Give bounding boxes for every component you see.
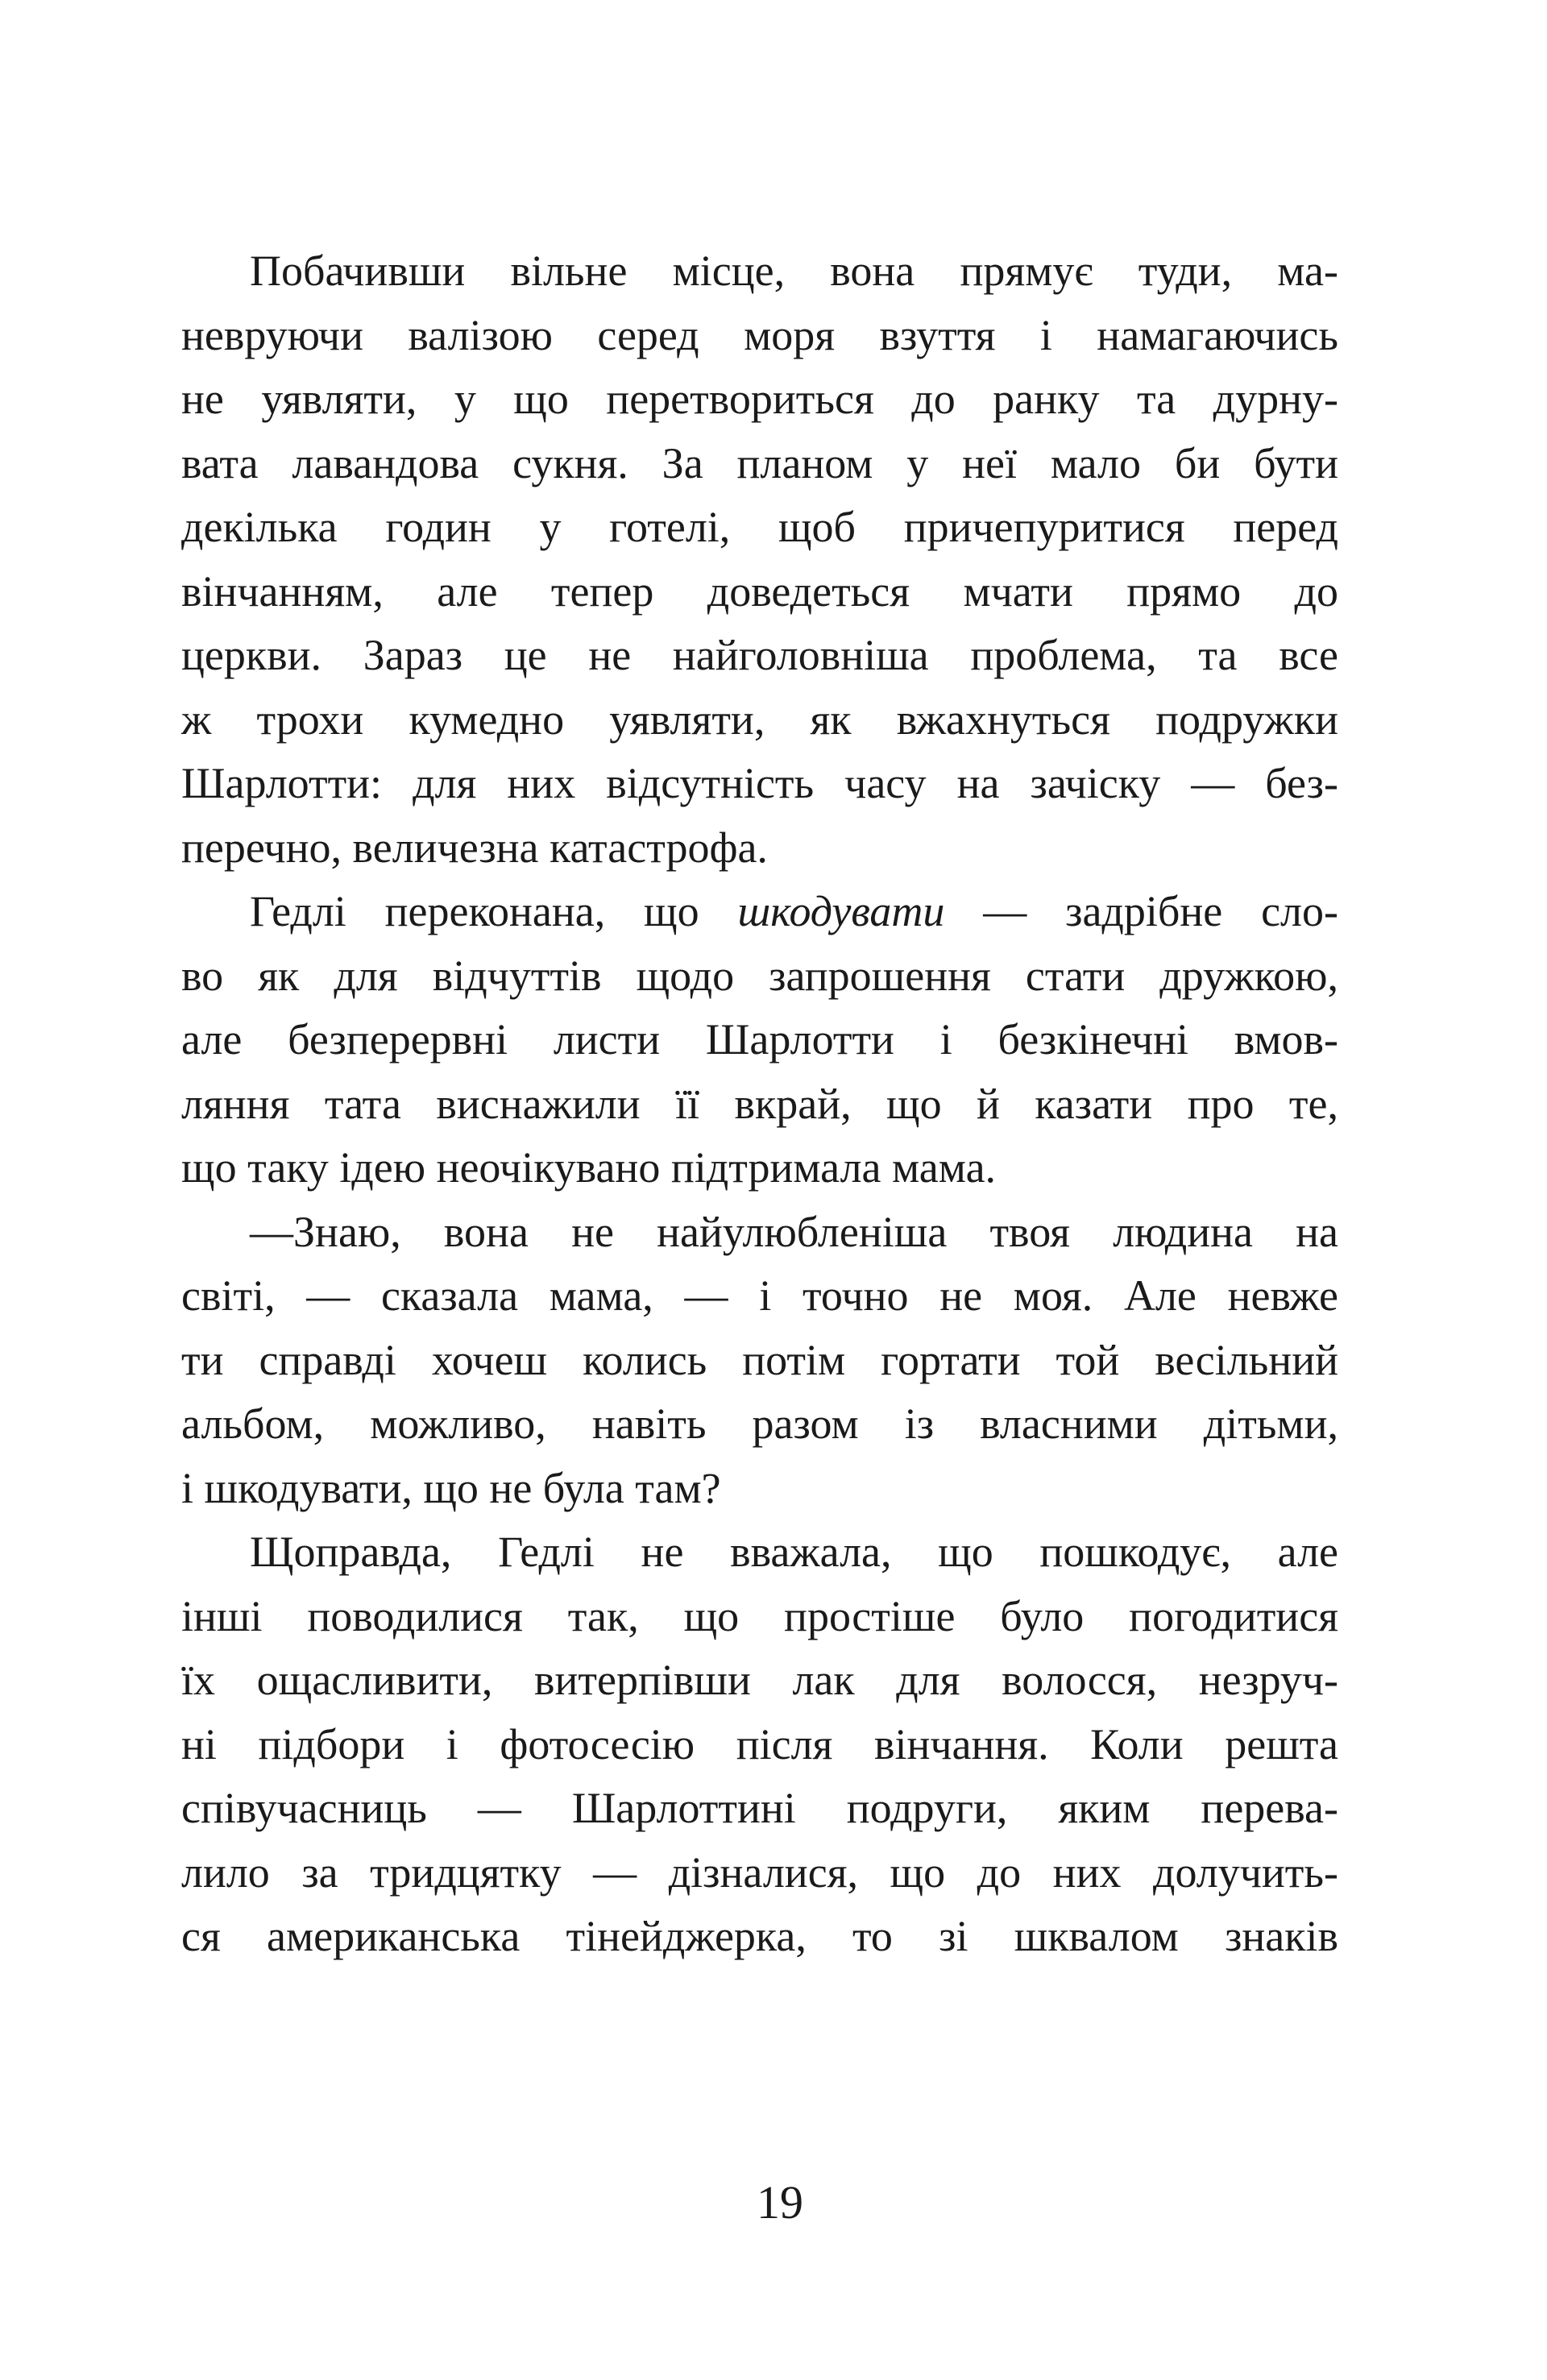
paragraph bbox=[181, 1520, 1338, 1969]
text-line: декілька годин у готелі, щоб причепуритися перед bbox=[181, 503, 1338, 551]
text-line: лило за тридцятку — дізналися, що до них долучить- bbox=[181, 1847, 1338, 1897]
text-line: але безперервні листи Шарлотти і безкінечні вмов- bbox=[181, 1015, 1338, 1064]
paragraph bbox=[181, 239, 1338, 880]
paragraph bbox=[181, 880, 1338, 1200]
text-line: ж трохи кумедно уявляти, як вжахнуться подружки bbox=[181, 695, 1338, 744]
text-line: інші поводилися так, що простіше було погодитися bbox=[181, 1591, 1338, 1640]
page-number: 19 bbox=[757, 2176, 803, 2229]
text-line: і шкодувати, що не була там? bbox=[181, 1463, 721, 1512]
text-line: Шарлотти: для них відсутність часу на зачіску — без- bbox=[181, 759, 1338, 807]
text-line: невруючи валізою серед моря взуття і намагаючись bbox=[181, 310, 1338, 359]
italic-word: шкодувати bbox=[737, 887, 945, 935]
text-line: світі, — сказала мама, — і точно не моя. Але невже bbox=[181, 1271, 1338, 1320]
text-line: церкви. Зараз це не найголовніша проблема, та все bbox=[181, 631, 1338, 679]
text-line: вата лавандова сукня. За планом у неї мало би бути bbox=[181, 438, 1338, 487]
text-line: ти справді хочеш колись потім гортати той весільний bbox=[181, 1335, 1338, 1384]
text-line: Побачивши вільне місце, вона прямує туди, ма- bbox=[250, 247, 1338, 295]
text-segment: Гедлі переконана, що bbox=[250, 887, 738, 935]
text-line: ні підбори і фотосесію після вінчання. Коли решта bbox=[181, 1719, 1338, 1768]
text-line: не уявляти, у що перетвориться до ранку та дурну- bbox=[181, 375, 1338, 423]
text-line bbox=[181, 880, 1338, 944]
text-line: вінчанням, але тепер доведеться мчати прямо до bbox=[181, 566, 1338, 616]
text-line: —Знаю, вона не найулюбленіша твоя людина на bbox=[250, 1207, 1338, 1256]
text-line: ляння тата виснажили її вкрай, що й казати про те, bbox=[181, 1079, 1338, 1128]
text-line: во як для відчуттів щодо запрошення стати дружкою, bbox=[181, 951, 1338, 1000]
text-line: співучасниць — Шарлоттині подруги, яким перева- bbox=[181, 1784, 1338, 1832]
text-line: ся американська тінейджерка, то зі шквалом знаків bbox=[181, 1912, 1338, 1960]
body-text bbox=[181, 239, 1338, 1969]
text-line: перечно, величезна катастрофа. bbox=[181, 823, 768, 872]
text-segment: — задрібне сло- bbox=[944, 887, 1338, 935]
text-line: їх ощасливити, витерпівши лак для волосся, незруч- bbox=[181, 1656, 1338, 1704]
text-line: альбом, можливо, навіть разом із власними дітьми, bbox=[181, 1399, 1338, 1448]
text-line: Щоправда, Гедлі не вважала, що пошкодує, але bbox=[250, 1528, 1338, 1576]
paragraph bbox=[181, 1200, 1338, 1521]
text-line: що таку ідею неочікувано підтримала мама. bbox=[181, 1143, 997, 1192]
